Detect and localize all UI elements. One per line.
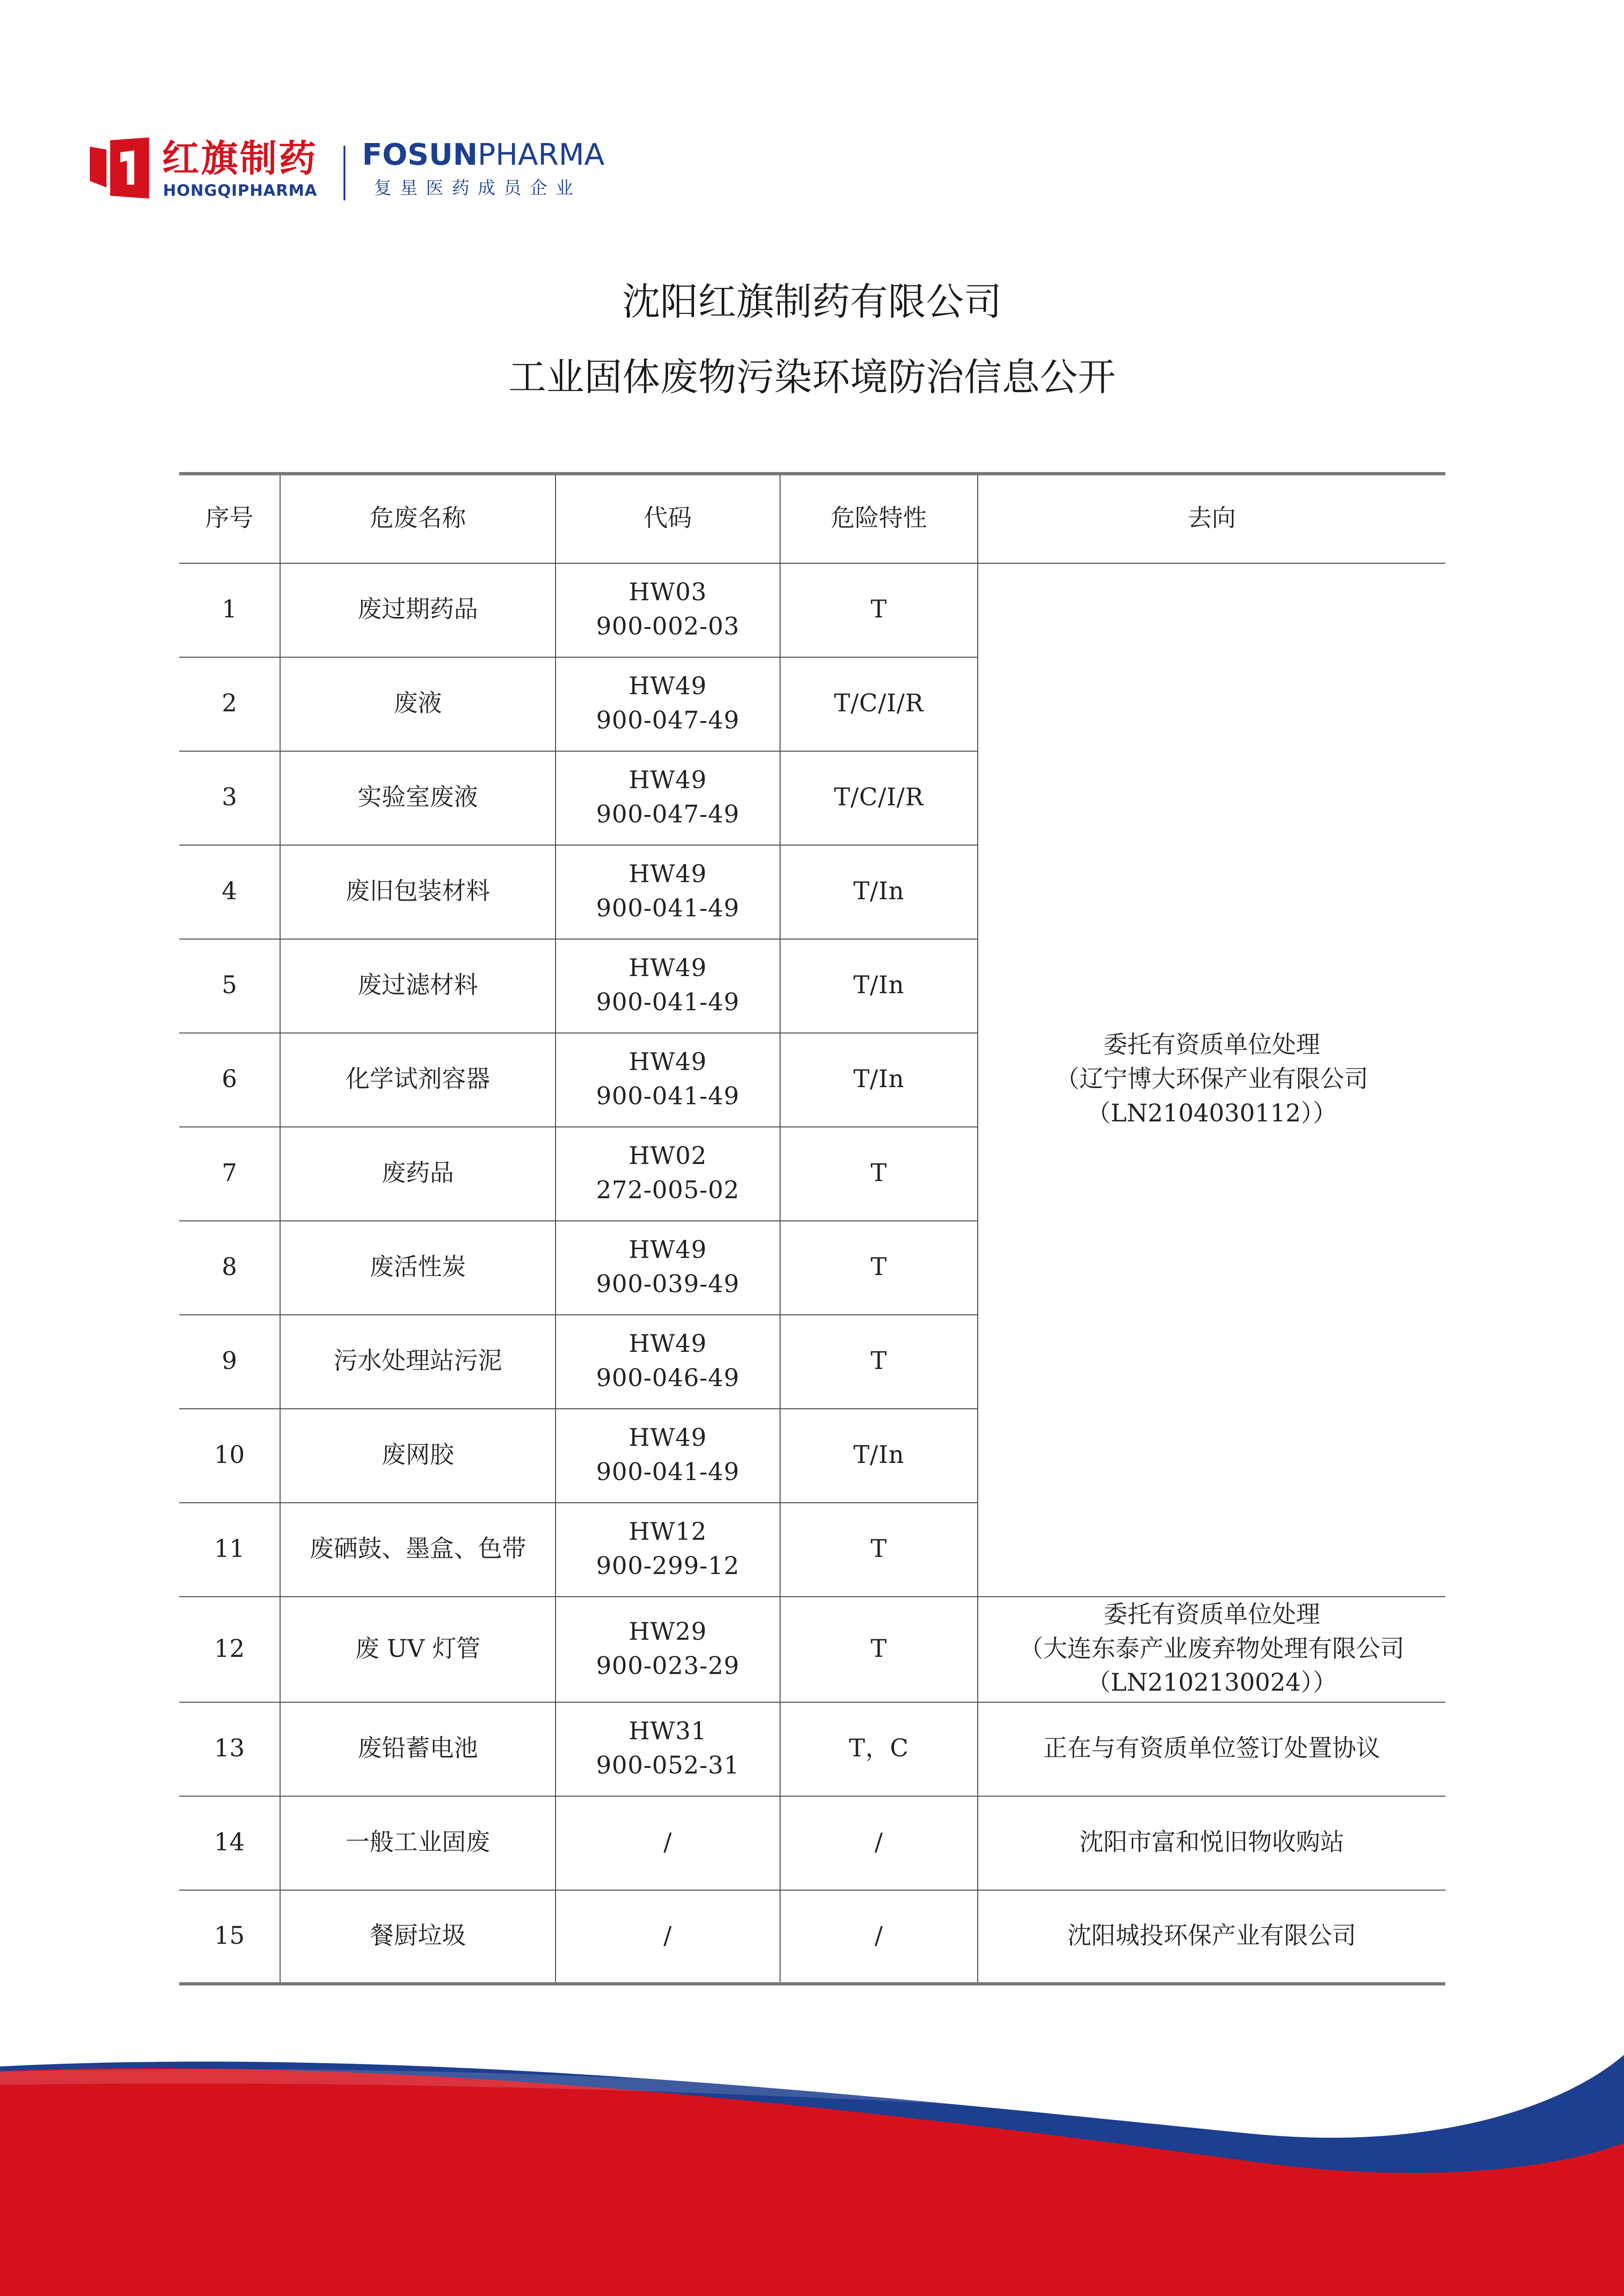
- row-name: 废网胶: [280, 1409, 556, 1503]
- code-number: 900-041-49: [596, 1083, 740, 1110]
- destination-line: （大连东泰产业废弃物处理有限公司: [1019, 1635, 1405, 1663]
- table-row: [179, 1890, 1445, 1984]
- footer-wave-decoration: [0, 2027, 1624, 2296]
- company-title: 沈阳红旗制药有限公司: [622, 280, 1002, 324]
- destination-line: （LN2102130024））: [1087, 1669, 1337, 1697]
- code-number: 900-041-49: [596, 895, 740, 922]
- hongqi-flag-icon: [88, 137, 153, 201]
- row-code: /: [556, 1796, 780, 1890]
- row-code: [556, 563, 780, 657]
- pharma-text: PHARMA: [477, 138, 605, 172]
- code-category: HW02: [629, 1142, 707, 1170]
- row-hazard: T/C/I/R: [780, 657, 978, 751]
- destination-group-1: [978, 563, 1445, 1597]
- row-hazard: T/In: [780, 1409, 978, 1503]
- row-hazard: T: [780, 1127, 978, 1221]
- row-name: 一般工业固废: [280, 1796, 556, 1890]
- code-category: HW49: [629, 1236, 707, 1264]
- logo-divider: [344, 146, 345, 200]
- destination-row-14: 沈阳市富和悦旧物收购站: [978, 1796, 1445, 1890]
- row-hazard: T，C: [780, 1702, 978, 1796]
- row-name: 废药品: [280, 1127, 556, 1221]
- row-name: 废铅蓄电池: [280, 1702, 556, 1796]
- row-no: 13: [179, 1702, 280, 1796]
- row-code: [556, 1315, 780, 1409]
- destination-row-15: 沈阳城投环保产业有限公司: [978, 1890, 1445, 1984]
- row-name: 餐厨垃圾: [280, 1890, 556, 1984]
- row-code: [556, 1127, 780, 1221]
- table-header-row: [179, 474, 1445, 563]
- row-no: 14: [179, 1796, 280, 1890]
- destination-line: 委托有资质单位处理: [1103, 1600, 1320, 1629]
- fosun-text: FOSUN: [362, 138, 478, 172]
- table-row: [179, 1597, 1445, 1702]
- row-hazard: T: [780, 1503, 978, 1597]
- row-no: 15: [179, 1890, 280, 1984]
- code-number: 900-047-49: [596, 801, 740, 828]
- row-hazard: T: [780, 563, 978, 657]
- code-category: HW49: [629, 1330, 707, 1358]
- row-code: [556, 939, 780, 1033]
- table-row: [179, 1702, 1445, 1796]
- hazardous-waste-table: [179, 472, 1445, 1985]
- row-hazard: /: [780, 1890, 978, 1984]
- code-number: 900-002-03: [596, 613, 740, 641]
- header-name: 危废名称: [280, 474, 556, 563]
- brand-en-name: HONGQIPHARMA: [163, 181, 318, 200]
- row-code: [556, 1503, 780, 1597]
- code-number: 900-041-49: [596, 989, 740, 1016]
- row-no: 1: [179, 563, 280, 657]
- document-title: 工业固体废物污染环境防治信息公开: [508, 355, 1116, 399]
- row-code: [556, 1597, 780, 1702]
- row-no: 12: [179, 1597, 280, 1702]
- row-name: 废液: [280, 657, 556, 751]
- row-no: 2: [179, 657, 280, 751]
- table-row: [179, 1796, 1445, 1890]
- row-name: 废硒鼓、墨盒、色带: [280, 1503, 556, 1597]
- row-hazard: T: [780, 1315, 978, 1409]
- row-no: 6: [179, 1033, 280, 1127]
- row-code: [556, 1221, 780, 1315]
- code-category: HW49: [629, 1048, 707, 1076]
- fosun-pharma-logo: [362, 140, 605, 170]
- code-category: HW49: [629, 1424, 707, 1452]
- code-number: 900-047-49: [596, 707, 740, 734]
- row-no: 9: [179, 1315, 280, 1409]
- row-no: 7: [179, 1127, 280, 1221]
- row-name: 废活性炭: [280, 1221, 556, 1315]
- row-name: 废旧包装材料: [280, 845, 556, 939]
- row-code: [556, 845, 780, 939]
- destination-row-12: [978, 1597, 1445, 1702]
- row-no: 4: [179, 845, 280, 939]
- destination-line: （LN2104030112））: [1087, 1099, 1337, 1127]
- row-no: 5: [179, 939, 280, 1033]
- row-code: [556, 1033, 780, 1127]
- row-hazard: T/In: [780, 1033, 978, 1127]
- row-hazard: T/C/I/R: [780, 751, 978, 845]
- destination-line: （辽宁博大环保产业有限公司: [1055, 1065, 1368, 1094]
- code-category: HW03: [629, 579, 707, 607]
- code-category: HW49: [629, 672, 707, 701]
- header-destination: 去向: [978, 474, 1445, 563]
- table-row: [179, 563, 1445, 657]
- code-category: HW29: [629, 1618, 707, 1646]
- group-member-text: 复星医药成员企业: [374, 178, 582, 198]
- code-number: 272-005-02: [596, 1176, 740, 1204]
- code-number: 900-023-29: [596, 1652, 740, 1680]
- destination-line: 委托有资质单位处理: [1103, 1031, 1320, 1059]
- row-name: 废过滤材料: [280, 939, 556, 1033]
- row-hazard: T: [780, 1221, 978, 1315]
- row-code: [556, 657, 780, 751]
- row-name: 实验室废液: [280, 751, 556, 845]
- row-no: 8: [179, 1221, 280, 1315]
- row-hazard: /: [780, 1796, 978, 1890]
- code-category: HW49: [629, 766, 707, 795]
- header-no: 序号: [179, 474, 280, 563]
- row-hazard: T/In: [780, 939, 978, 1033]
- code-category: HW49: [629, 860, 707, 889]
- code-category: HW31: [629, 1717, 707, 1746]
- header-code: 代码: [556, 474, 780, 563]
- code-category: HW49: [629, 954, 707, 983]
- row-name: 废 UV 灯管: [280, 1597, 556, 1702]
- row-hazard: T: [780, 1597, 978, 1702]
- row-code: [556, 751, 780, 845]
- header-hazard: 危险特性: [780, 474, 978, 563]
- code-number: 900-041-49: [596, 1458, 740, 1486]
- row-name: 废过期药品: [280, 563, 556, 657]
- row-code: /: [556, 1890, 780, 1984]
- row-name: 化学试剂容器: [280, 1033, 556, 1127]
- row-no: 11: [179, 1503, 280, 1597]
- destination-row-13: 正在与有资质单位签订处置协议: [978, 1702, 1445, 1796]
- code-number: 900-039-49: [596, 1270, 740, 1298]
- code-number: 900-046-49: [596, 1364, 740, 1392]
- row-code: [556, 1702, 780, 1796]
- row-no: 3: [179, 751, 280, 845]
- brand-cn-name: 红旗制药: [162, 137, 318, 180]
- code-number: 900-052-31: [596, 1752, 740, 1780]
- row-hazard: T/In: [780, 845, 978, 939]
- code-category: HW12: [629, 1518, 707, 1546]
- row-no: 10: [179, 1409, 280, 1503]
- row-code: [556, 1409, 780, 1503]
- row-name: 污水处理站污泥: [280, 1315, 556, 1409]
- code-number: 900-299-12: [596, 1552, 740, 1580]
